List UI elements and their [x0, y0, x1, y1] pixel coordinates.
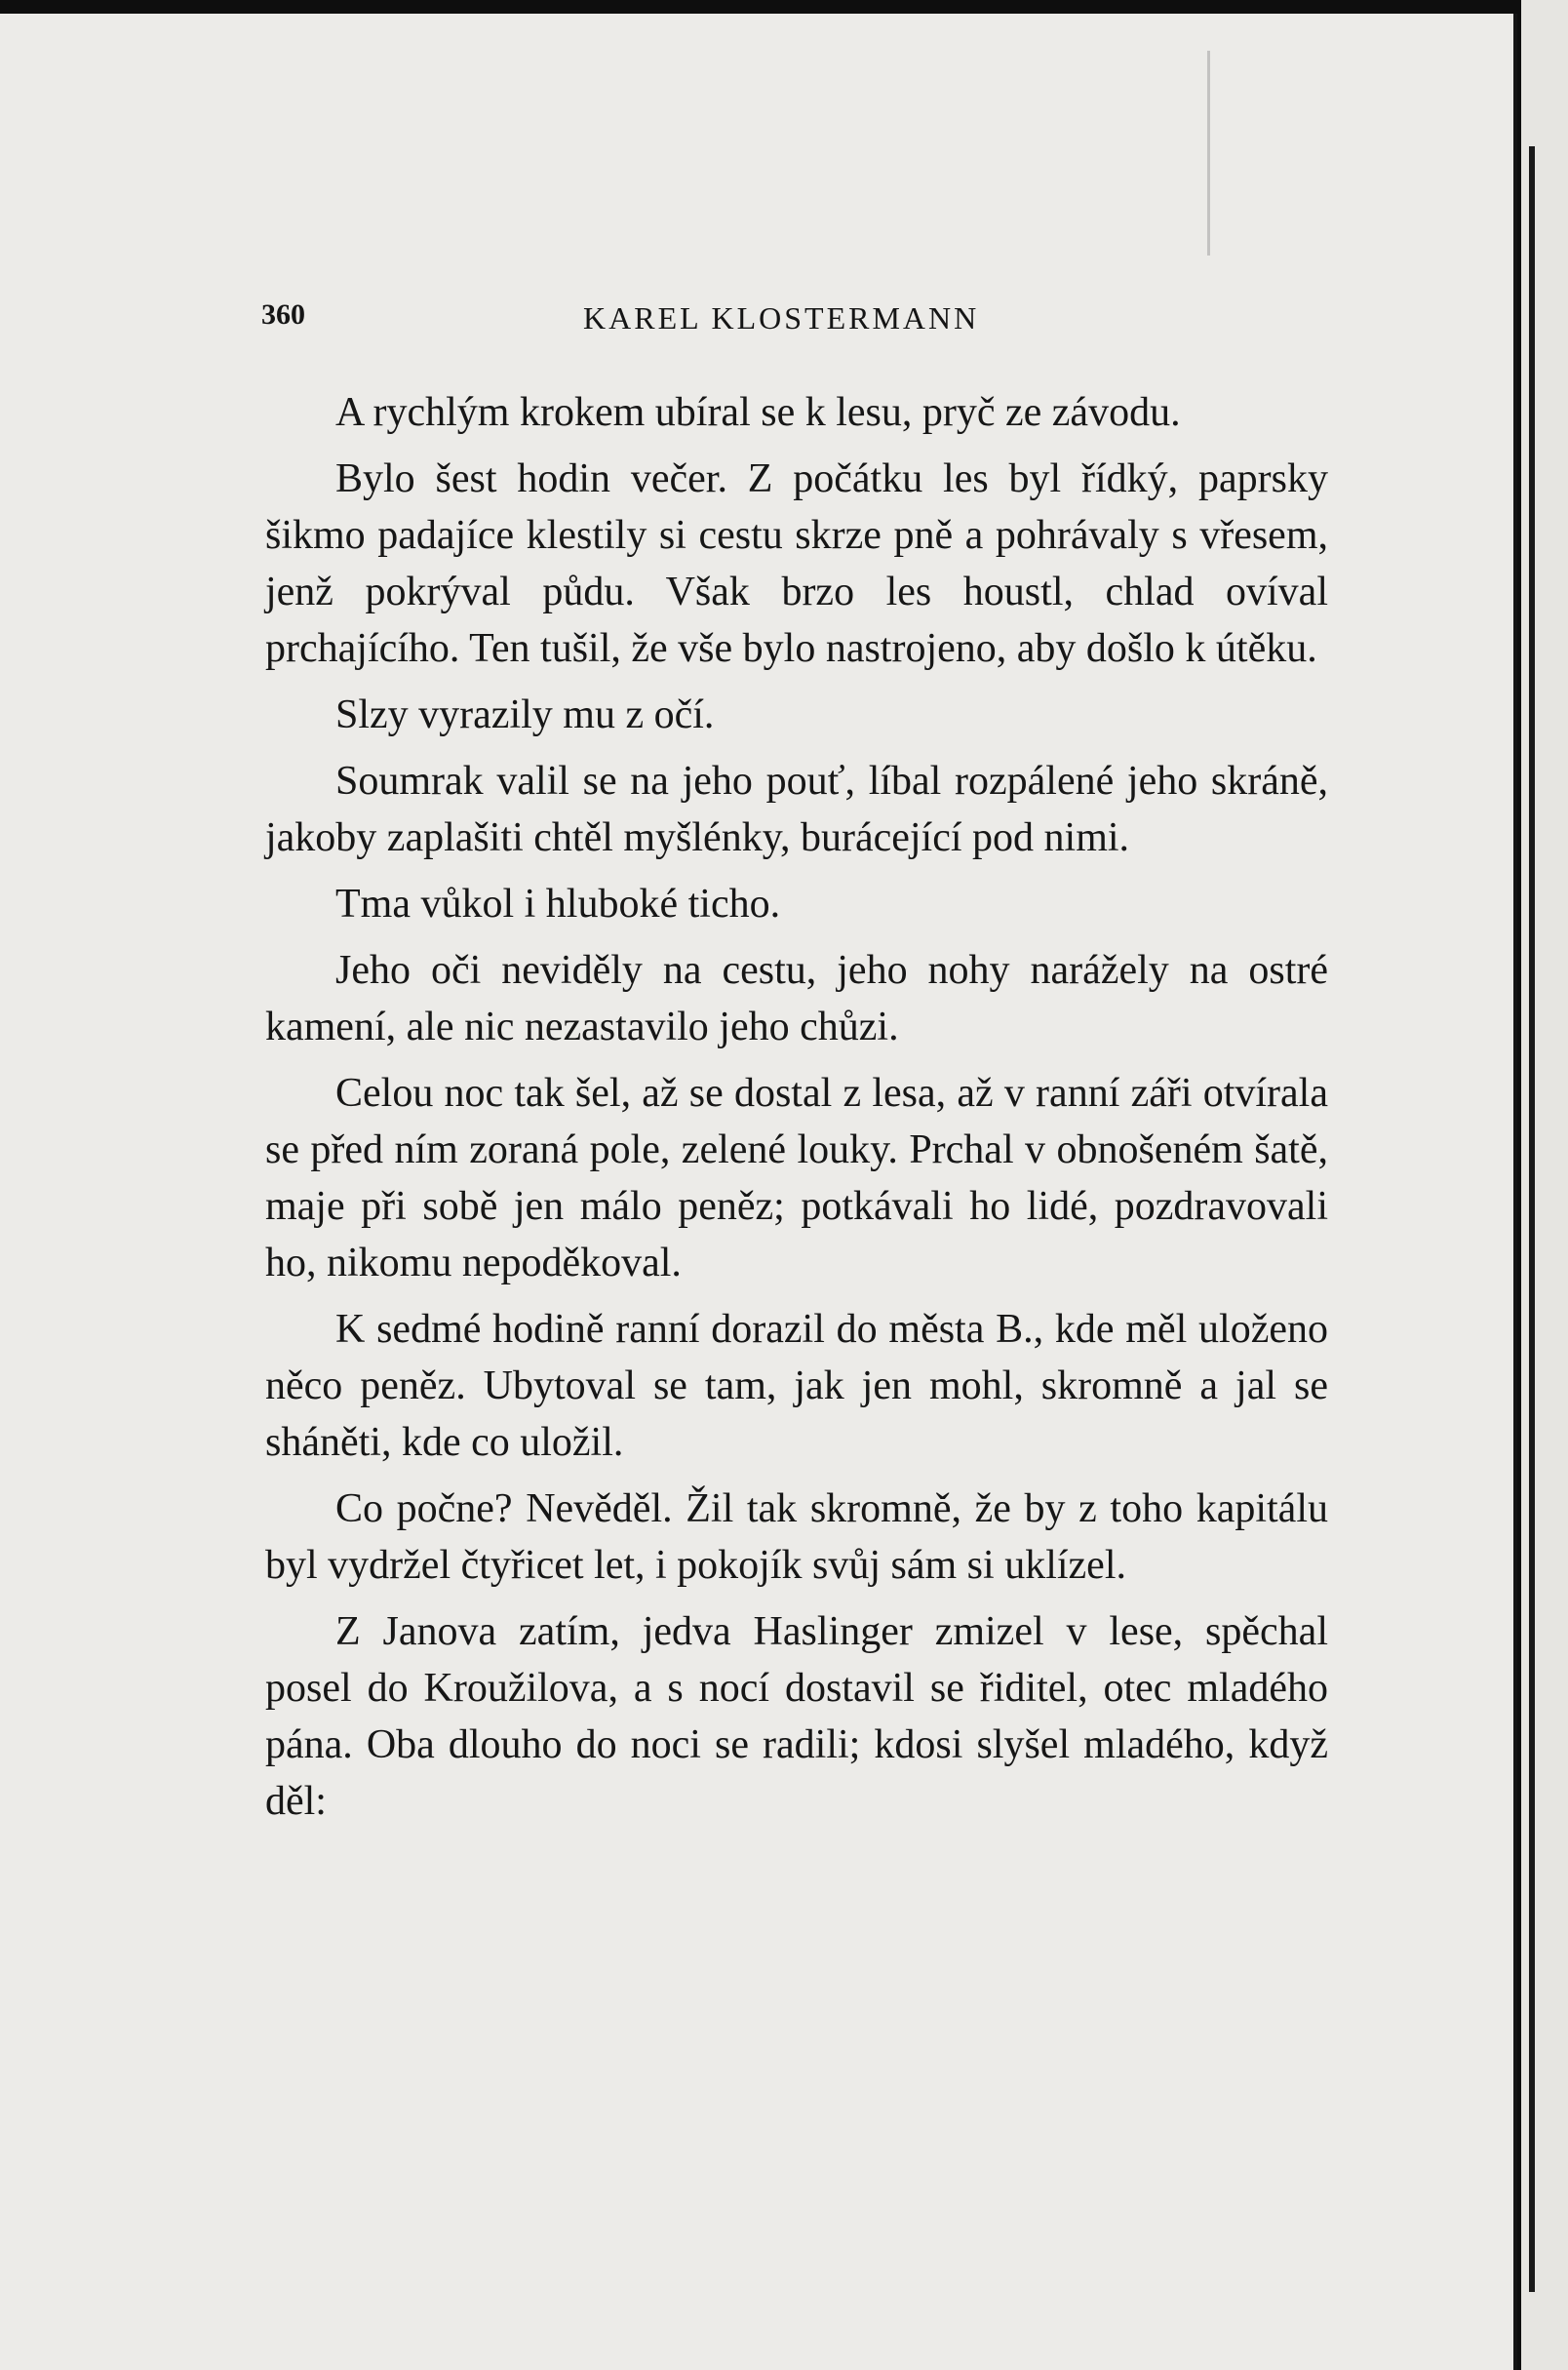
paragraph: Co počne? Nevěděl. Žil tak skromně, že by z toho kapitálu byl vydržel čtyřicet let, i pokojík svůj sám si uklízel.	[265, 1486, 1328, 1588]
page-number: 360	[261, 298, 305, 331]
paragraph: Celou noc tak šel, až se dostal z lesa, až v ranní záři otvírala se před ním zoraná pole, zelené louky. Prchal v obnošeném šatě, maje při sobě jen málo peněz; potkávali ho lidé, pozdravovali ho, nikomu nepoděkoval.	[265, 1071, 1328, 1285]
running-head: KAREL KLOSTERMANN	[583, 300, 980, 336]
paragraph: Tma vůkol i hluboké ticho.	[335, 882, 781, 927]
scan-artifact	[1207, 51, 1210, 256]
book-page	[0, 14, 1517, 2370]
page-header	[261, 291, 1334, 349]
paragraph: Jeho oči neviděly na cestu, jeho nohy narážely na ostré kamení, ale nic nezastavilo jeho chůzi.	[265, 948, 1328, 1049]
paragraph: Slzy vyrazily mu z očí.	[335, 692, 715, 737]
paragraph: Z Janova zatím, jedva Haslinger zmizel v lese, spěchal posel do Kroužilova, a s nocí dostavil se řiditel, otec mladého pána. Oba dlouho do noci se radili; kdosi slyšel mladého, když děl:	[265, 1609, 1328, 1824]
body-text	[265, 384, 1328, 1830]
paragraph: A rychlým krokem ubíral se k lesu, pryč ze závodu.	[335, 390, 1181, 435]
paragraph: K sedmé hodině ranní dorazil do města B., kde měl uloženo něco peněz. Ubytoval se tam, jak jen mohl, skromně a jal se sháněti, kde co uložil.	[265, 1307, 1328, 1465]
paragraph: Bylo šest hodin večer. Z počátku les byl řídký, paprsky šikmo padajíce klestily si cestu skrze pně a pohrávaly s vřesem, jenž pokrýval půdu. Však brzo les houstl, chlad ovíval prchajícího. Ten tušil, že vše bylo nastrojeno, aby došlo k útěku.	[265, 456, 1328, 671]
paragraph: Soumrak valil se na jeho pouť, líbal rozpálené jeho skráně, jakoby zaplašiti chtěl myšlénky, burácející pod nimi.	[265, 759, 1328, 860]
page-gutter-shadow	[1529, 146, 1535, 2292]
